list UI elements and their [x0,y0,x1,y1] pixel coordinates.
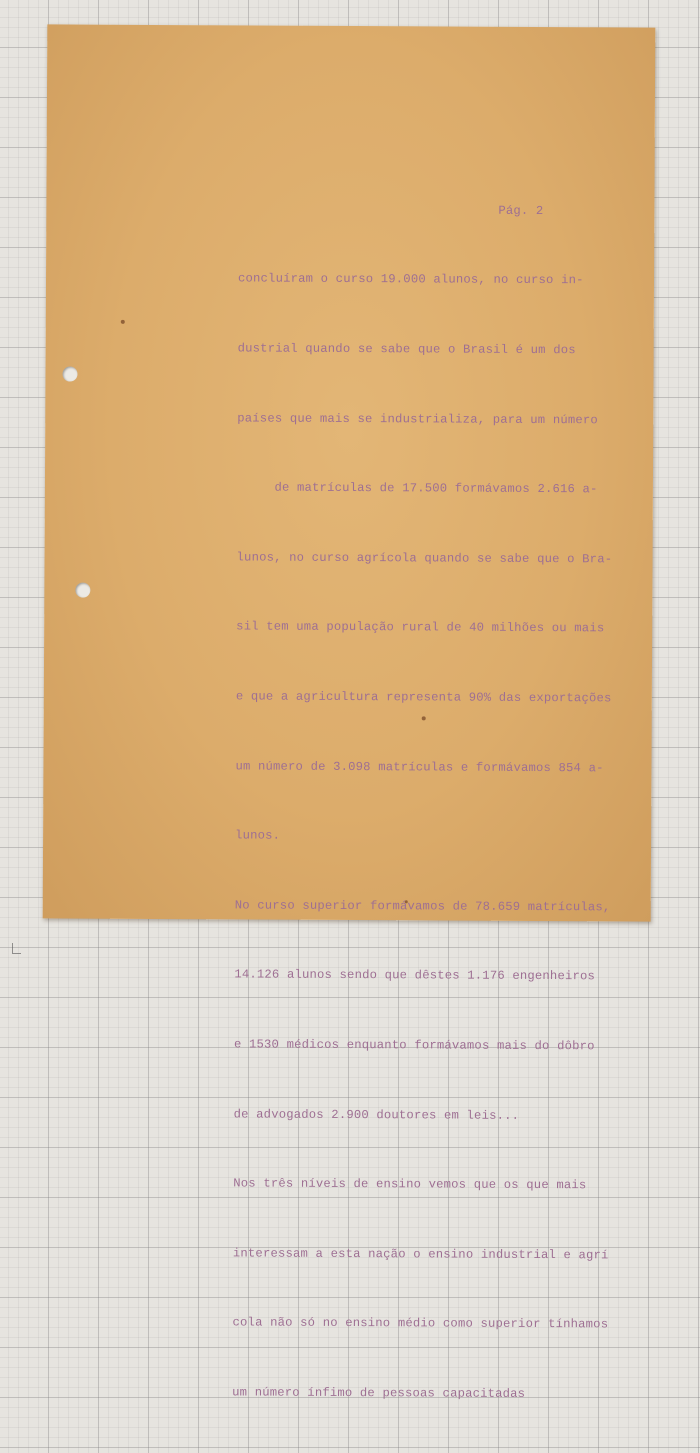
text-line: um número ínfimo de pessoas capacitadas [232,1385,526,1401]
punch-hole [75,583,90,598]
text-line: interessam a esta nação o ensino industrial e agrí [232,1246,609,1263]
text-line: cola não só no ensino médio como superior tínhamos [232,1315,609,1332]
text-line: lunos, no curso agrícola quando se sabe que o Bra- [236,550,613,567]
punch-hole [62,366,77,381]
typewritten-page [43,24,656,1401]
text-line: lunos. [235,828,281,843]
text-line: No curso superior formávamos de 78.659 matrículas, [234,898,611,915]
text-line: países que mais se industrializa, para um número [237,411,598,427]
text-line: sil tem uma população rural de 40 milhões ou mais [236,619,605,636]
page-number: Pág. 2 [498,203,544,219]
corner-mark [12,943,21,954]
text-line: Nos três níveis de ensino vemos que os que mais [233,1176,587,1193]
text-line: de advogados 2.900 doutores em leis... [233,1106,520,1123]
text-line: 14.126 alunos sendo que dêstes 1.176 engenheiros [234,967,596,984]
text-line: e 1530 médicos enquanto formávamos mais do dôbro [233,1037,595,1054]
ink-speck [121,320,125,324]
text-line: um número de 3.098 matrículas e formávamos 854 a- [235,758,604,775]
text-line: concluíram o curso 19.000 alunos, no curso in- [237,271,584,288]
text-line: e que a agricultura representa 90% das exportações [235,689,612,706]
body-text [232,221,614,1452]
text-line: dustrial quando se sabe que o Brasil é um dos [237,341,576,358]
text-line: de matrículas de 17.500 formávamos 2.616 a- [236,480,598,497]
